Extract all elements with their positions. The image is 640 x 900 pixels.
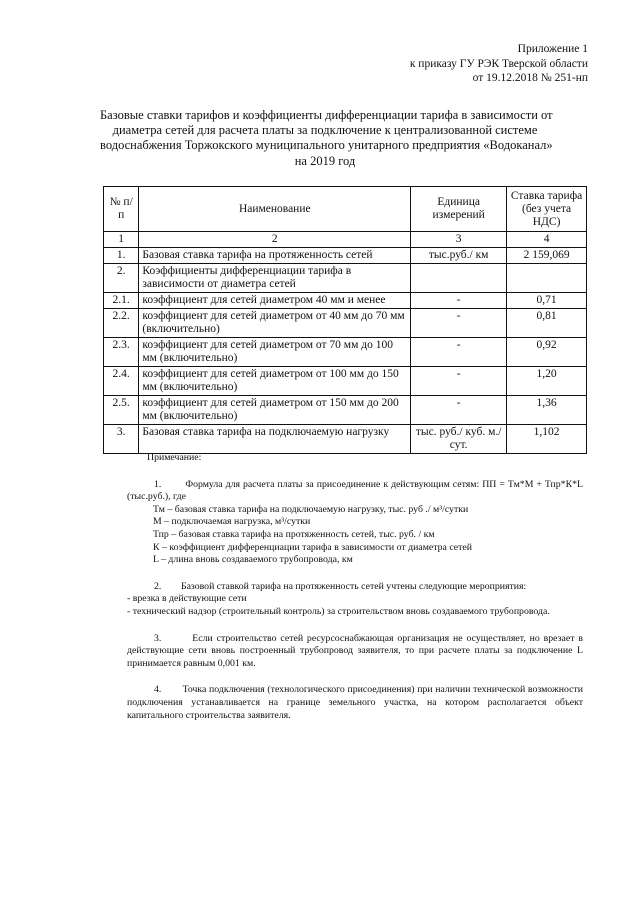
row-name: коэффициент для сетей диаметром от 40 мм до 70 мм (включительно)	[139, 309, 411, 338]
row-unit: -	[411, 338, 507, 367]
note-3: 3. Если строительство сетей ресурсоснабжающая организация не осуществляет, но врезает в действующие сети вновь построенный трубопровод заявителя, то при расчете платы за подключение L принимается равным 0,001 км.	[127, 632, 583, 669]
col-number-3: 3	[411, 232, 507, 248]
row-num: 2.2.	[104, 309, 139, 338]
note-1-formula: 1. Формула для расчета платы за присоединение к действующим сетям: ПП = Тм*М + Тпр*К*L (тыс.руб.), где	[127, 478, 583, 503]
note-1-l: L – длина вновь создаваемого трубопровода, км	[153, 554, 353, 566]
row-name: Базовая ставка тарифа на подключаемую нагрузку	[139, 425, 411, 454]
row-num: 2.	[104, 264, 139, 293]
row-unit: -	[411, 293, 507, 309]
row-rate: 1,20	[507, 367, 587, 396]
row-rate: 0,92	[507, 338, 587, 367]
table-header-row	[104, 187, 587, 232]
header-rate: Ставка тарифа (без учета НДС)	[507, 187, 587, 232]
header-name: Наименование	[139, 187, 411, 232]
table-row	[104, 396, 587, 425]
title-line-2: диаметра сетей для расчета платы за подключение к централизованной системе	[112, 123, 538, 138]
table-row	[104, 248, 587, 264]
table-row	[104, 367, 587, 396]
table-row	[104, 309, 587, 338]
row-name: коэффициент для сетей диаметром от 70 мм до 100 мм (включительно)	[139, 338, 411, 367]
row-name: коэффициент для сетей диаметром от 150 мм до 200 мм (включительно)	[139, 396, 411, 425]
table-row	[104, 425, 587, 454]
table-row	[104, 293, 587, 309]
row-rate: 0,71	[507, 293, 587, 309]
appendix-line-1: Приложение 1	[517, 43, 588, 55]
note-4: 4. Точка подключения (технологического присоединения) при наличии технической возможности подключения устанавливается на границе земельного участка, на котором располагается объект капитального строительства заявителя.	[127, 684, 583, 721]
notes-header: Примечание:	[147, 452, 202, 463]
row-unit: тыс. руб./ куб. м./сут.	[411, 425, 507, 454]
note-1-k: К – коэффициент дифференциации тарифа в зависимости от диаметра сетей	[153, 541, 473, 553]
note-1-tpr: Тпр – базовая ставка тарифа на протяженность сетей, тыс. руб. / км	[153, 528, 435, 540]
col-number-4: 4	[507, 232, 587, 248]
column-number-row	[104, 232, 587, 248]
notes-section	[127, 452, 583, 722]
title-line-4: на 2019 год	[294, 153, 356, 168]
row-unit	[411, 264, 507, 293]
note-2-item-a: - врезка в действующие сети	[127, 593, 247, 605]
header-unit: Единица измерений	[411, 187, 507, 232]
note-2-item-b: - технический надзор (строительный контроль) за строительством вновь создаваемого трубопровода.	[127, 605, 550, 617]
document-title	[100, 108, 553, 169]
row-num: 2.4.	[104, 367, 139, 396]
row-name: коэффициент для сетей диаметром 40 мм и менее	[139, 293, 411, 309]
row-unit: -	[411, 396, 507, 425]
appendix-reference	[410, 42, 588, 86]
title-line-1: Базовые ставки тарифов и коэффициенты дифференциации тарифа в зависимости от	[100, 108, 553, 122]
header-num: № п/п	[104, 187, 139, 232]
row-unit: -	[411, 309, 507, 338]
row-rate: 0,81	[507, 309, 587, 338]
row-unit: -	[411, 367, 507, 396]
note-1-m: М – подключаемая нагрузка, м³/сутки	[153, 516, 311, 528]
row-num: 2.3.	[104, 338, 139, 367]
row-num: 1.	[104, 248, 139, 264]
table-row	[104, 338, 587, 367]
row-name: Базовая ставка тарифа на протяженность сетей	[139, 248, 411, 264]
row-num: 2.5.	[104, 396, 139, 425]
row-num: 2.1.	[104, 293, 139, 309]
row-name: Коэффициенты дифференциации тарифа в зависимости от диаметра сетей	[139, 264, 411, 293]
note-1-tm: Тм – базовая ставка тарифа на подключаемую нагрузку, тыс. руб ./ м³/сутки	[153, 503, 469, 515]
tariff-table	[103, 186, 587, 454]
row-rate: 2 159,069	[507, 248, 587, 264]
appendix-line-3: от 19.12.2018 № 251-нп	[472, 72, 588, 84]
row-rate: 1,102	[507, 425, 587, 454]
appendix-line-2: к приказу ГУ РЭК Тверской области	[409, 57, 588, 70]
note-2-intro: 2. Базовой ставкой тарифа на протяженность сетей учтены следующие мероприятия:	[154, 580, 527, 592]
row-rate: 1,36	[507, 396, 587, 425]
title-line-3: водоснабжения Торжокского муниципального унитарного предприятия «Водоканал»	[100, 138, 553, 153]
row-name: коэффициент для сетей диаметром от 100 мм до 150 мм (включительно)	[139, 367, 411, 396]
col-number-2: 2	[139, 232, 411, 248]
row-unit: тыс.руб./ км	[411, 248, 507, 264]
row-rate	[507, 264, 587, 293]
col-number-1: 1	[104, 232, 139, 248]
row-num: 3.	[104, 425, 139, 454]
table-row	[104, 264, 587, 293]
